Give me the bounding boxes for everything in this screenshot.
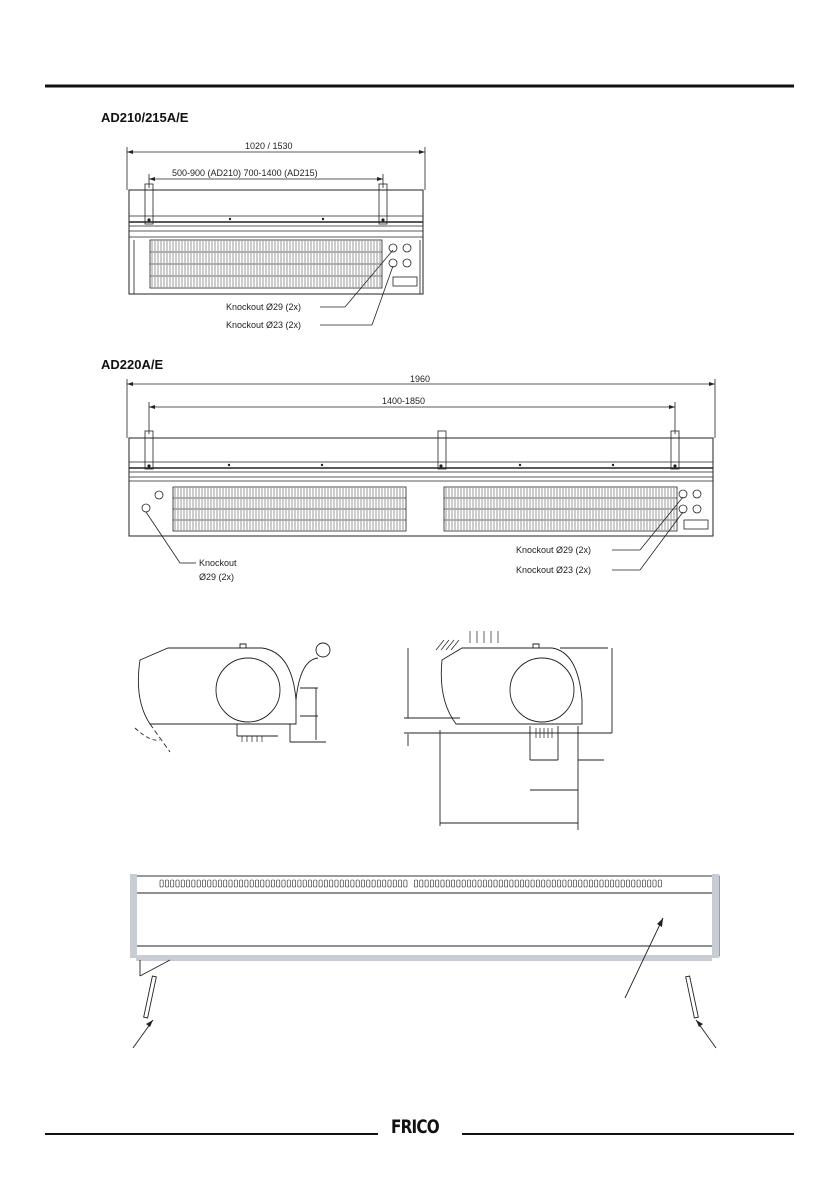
- section2-title: AD220A/E: [101, 357, 164, 372]
- ad220-knockout-29-label: Knockout Ø29 (2x): [516, 545, 592, 555]
- ad220-overall-dimension: 1960: [410, 374, 431, 384]
- frico-logo: FRICO: [391, 1116, 439, 1138]
- section1-title: AD210/215A/E: [101, 110, 189, 125]
- ad220-knockout-left-line1: Knockout: [199, 558, 237, 568]
- ad220-knockout-23-label: Knockout Ø23 (2x): [516, 565, 592, 575]
- ad220-knockout-left-line2: Ø29 (2x): [199, 572, 235, 582]
- ad210-bracket-dimension: 500-900 (AD210) 700-1400 (AD215): [172, 168, 318, 178]
- ad220-bracket-dimension: 1400-1850: [382, 396, 426, 406]
- ad210-knockout-29-label: Knockout Ø29 (2x): [226, 302, 302, 312]
- ad210-knockout-23-label: Knockout Ø23 (2x): [226, 320, 302, 330]
- ad210-overall-dimension: 1020 / 1530: [245, 141, 293, 151]
